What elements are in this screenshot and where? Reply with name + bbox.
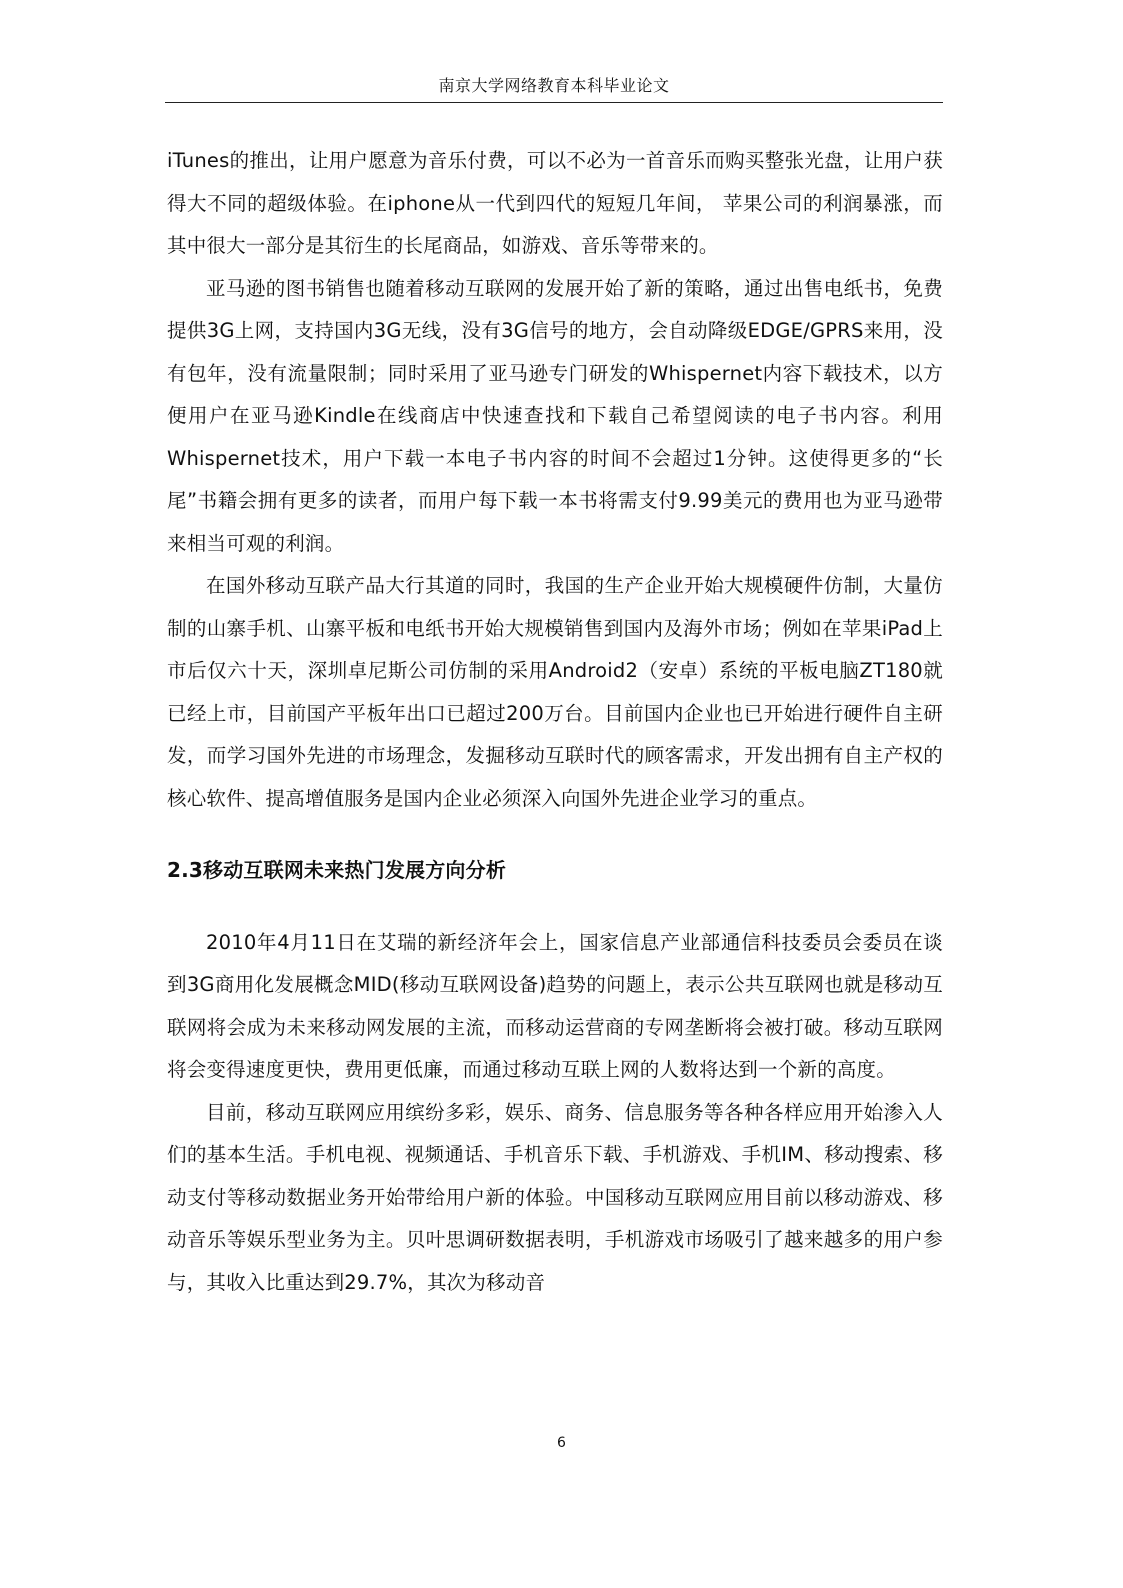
paragraph-applications: 目前，移动互联网应用缤纷多彩，娱乐、商务、信息服务等各种各样应用开始渗入人们的基本生活。手机电视、视频通话、手机音乐下载、手机游戏、手机IM、移动搜索、移动支付等移动数据业务开始带给用户新的体验。中国移动互联网应用目前以移动游戏、移动音乐等娱乐型业务为主。贝叶思调研数据表明，手机游戏市场吸引了越来越多的用户参与，其收入比重达到29.7%，其次为移动音 (167, 1100, 943, 1294)
paragraph-itunes: iTunes的推出，让用户愿意为音乐付费，可以不必为一首音乐而购买整张光盘，让用户获得大不同的超级体验。在iphone从一代到四代的短短几年间， 苹果公司的利润暴涨，而其中很大一部分是其衍生的长尾商品，如游戏、音乐等带来的。 (167, 149, 943, 257)
section-heading: 2.3移动互联网未来热门发展方向分析 (167, 858, 507, 882)
paragraph-domestic-industry: 在国外移动互联产品大行其道的同时，我国的生产企业开始大规模硬件仿制，大量仿制的山寨手机、山寨平板和电纸书开始大规模销售到国内及海外市场；例如在苹果iPad上市后仅六十天，深圳卓尼斯公司仿制的采用Android2（安卓）系统的平板电脑ZT180就已经上市，目前国产平板年出口已超过200万台。目前国内企业也已开始进行硬件自主研发，而学习国外先进的市场理念，发掘移动互联时代的顾客需求，开发出拥有自主产权的核心软件、提高增值服务是国内企业必须深入向国外先进企业学习的重点。 (167, 574, 943, 810)
body-text (167, 140, 943, 1304)
header-rule (165, 102, 943, 103)
page-number: 6 (557, 1435, 566, 1451)
running-header: 南京大学网络教育本科毕业论文 (438, 76, 670, 95)
paragraph-mid-trend: 2010年4月11日在艾瑞的新经济年会上，国家信息产业部通信科技委员会委员在谈到3G商用化发展概念MID(移动互联网设备)趋势的问题上，表示公共互联网也就是移动互联网将会成为未来移动网发展的主流，而移动运营商的专网垄断将会被打破。移动互联网将会变得速度更快，费用更低廉，而通过移动互联上网的人数将达到一个新的高度。 (167, 930, 943, 1081)
paragraph-amazon: 亚马逊的图书销售也随着移动互联网的发展开始了新的策略，通过出售电纸书，免费提供3G上网，支持国内3G无线，没有3G信号的地方，会自动降级EDGE/GPRS来用，没有包年，没有流量限制；同时采用了亚马逊专门研发的Whispernet内容下载技术，以方便用户在亚马逊Kindle在线商店中快速查找和下载自己希望阅读的电子书内容。利用Whispernet技术，用户下载一本电子书内容的时间不会超过1分钟。这使得更多的“长尾”书籍会拥有更多的读者，而用户每下载一本书将需支付9.99美元的费用也为亚马逊带来相当可观的利润。 (167, 276, 943, 555)
